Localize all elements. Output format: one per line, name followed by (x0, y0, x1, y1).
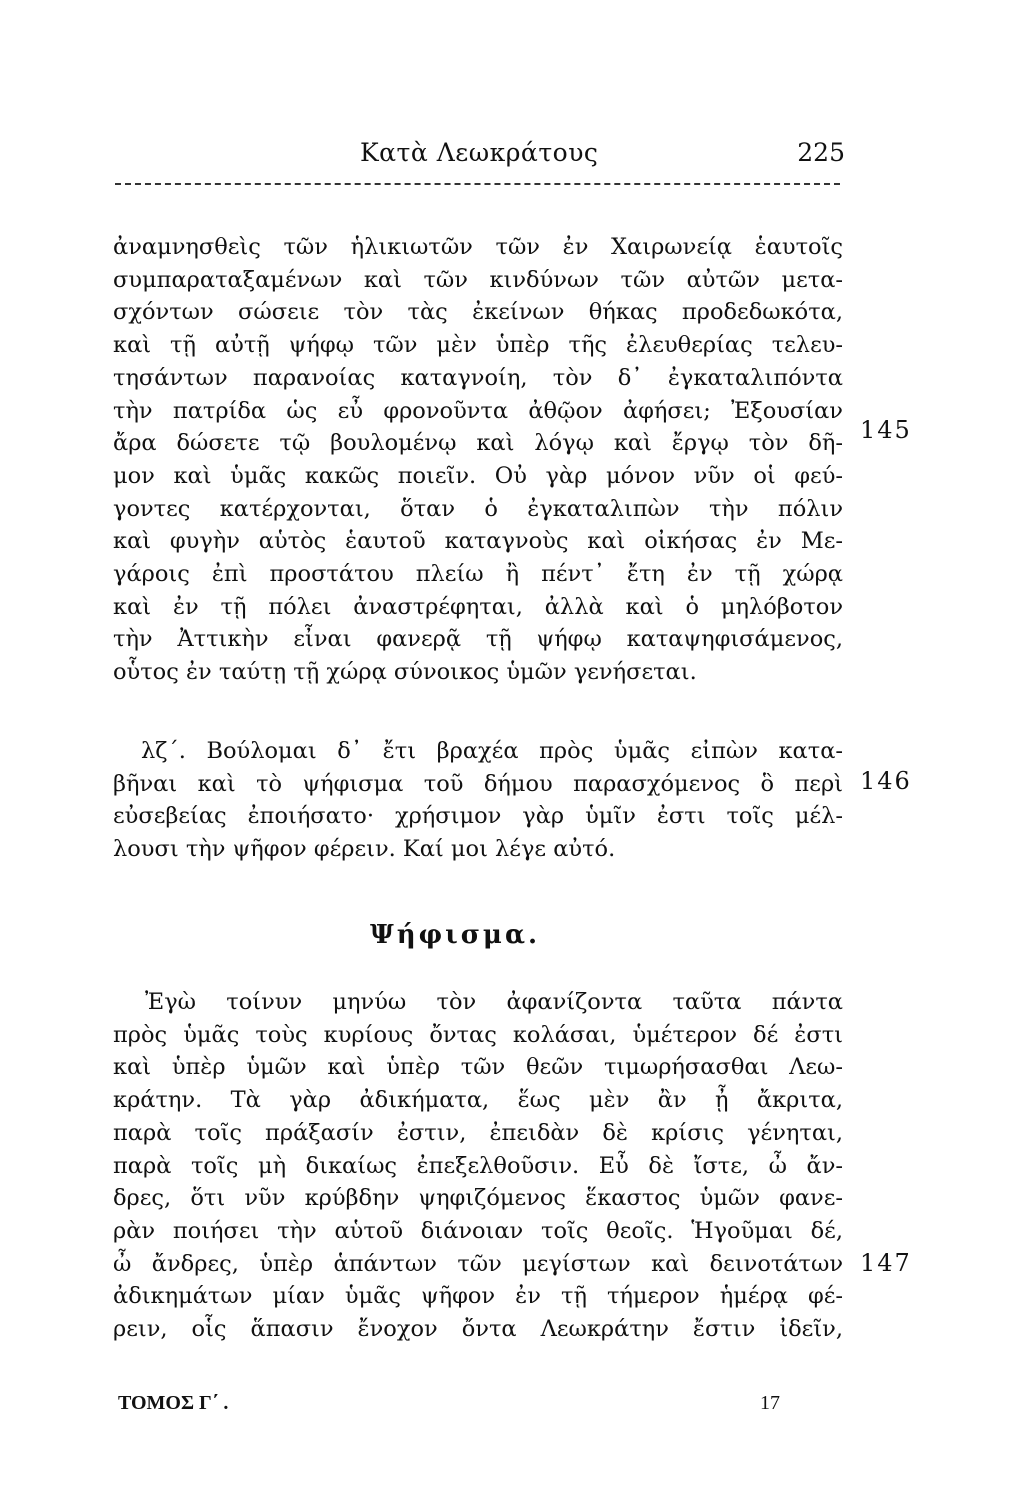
running-title: Κατὰ Λεωκράτους (360, 138, 599, 167)
text-line: ὦ ἄνδρες, ὑπὲρ ἁπάντων τῶν μεγίστων καὶ δεινοτάτων (113, 1250, 843, 1277)
text-line: καὶ ἐν τῇ πόλει ἀναστρέφηται, ἀλλὰ καὶ ὁ μηλόβοτον (113, 593, 843, 620)
text-line: ἀδικημάτων μίαν ὑμᾶς ψῆφον ἐν τῇ τήμερον ἡμέρᾳ φέ- (113, 1283, 843, 1310)
paragraph-2 (113, 735, 843, 866)
text-line: ρειν, οἷς ἅπασιν ἔνοχον ὄντα Λεωκράτην ἔστιν ἰδεῖν, (113, 1316, 843, 1343)
paragraph-3 (113, 986, 843, 1346)
text-line: παρὰ τοῖς μὴ δικαίως ἐπεξελθοῦσιν. Εὖ δὲ ἴστε, ὦ ἄν- (113, 1152, 843, 1179)
page-header (115, 138, 845, 178)
text-line: μον καὶ ὑμᾶς κακῶς ποιεῖν. Οὐ γὰρ μόνον νῦν οἱ φεύ- (113, 462, 843, 489)
margin-section-number: 147 (860, 1249, 912, 1277)
text-line: καὶ φυγὴν αὑτὸς ἑαυτοῦ καταγνοὺς καὶ οἰκήσας ἐν Με- (113, 528, 843, 555)
text-line: γάροις ἐπὶ προστάτου πλείω ἢ πέντ᾽ ἔτη ἐν τῇ χώρᾳ (113, 561, 843, 588)
text-line: σχόντων σώσειε τὸν τὰς ἐκείνων θήκας προδεδωκότα, (113, 299, 843, 326)
text-line: οὗτος ἐν ταύτῃ τῇ χώρᾳ σύνοικος ὑμῶν γενήσεται. (113, 659, 697, 686)
margin-section-number: 146 (860, 767, 912, 795)
text-line: βῆναι καὶ τὸ ψήφισμα τοῦ δήμου παρασχόμενος ὃ περὶ (113, 770, 843, 797)
header-rule (115, 183, 840, 185)
text-line: τὴν Ἀττικὴν εἶναι φανερᾷ τῇ ψήφῳ καταψηφισάμενος, (113, 626, 843, 653)
margin-section-number: 145 (860, 416, 912, 444)
text-line: ἀναμνησθεὶς τῶν ἡλικιωτῶν τῶν ἐν Χαιρωνείᾳ ἑαυτοῖς (113, 234, 843, 260)
gathering-number: 17 (760, 1392, 780, 1414)
volume-signature: ΤΟΜΟΣ Γ΄ . (118, 1392, 229, 1414)
text-line: λουσι τὴν ψῆφον φέρειν. Καί μοι λέγε αὐτό. (113, 836, 616, 863)
paragraph-1 (113, 231, 843, 689)
text-line: συμπαραταξαμένων καὶ τῶν κινδύνων τῶν αὐτῶν μετα- (113, 266, 843, 293)
text-line: καὶ τῇ αὐτῇ ψήφῳ τῶν μὲν ὑπὲρ τῆς ἐλευθερίας τελευ- (113, 332, 843, 359)
text-line: Ἐγὼ τοίνυν μηνύω τὸν ἀφανίζοντα ταῦτα πάντα (145, 989, 843, 1015)
text-line: γοντες κατέρχονται, ὅταν ὁ ἐγκαταλιπὼν τὴν πόλιν (113, 495, 843, 522)
text-line: τησάντων παρανοίας καταγνοίη, τὸν δ᾽ ἐγκαταλιπόντα (113, 364, 843, 391)
text-line: πρὸς ὑμᾶς τοὺς κυρίους ὄντας κολάσαι, ὑμέτερον δέ ἐστι (113, 1021, 843, 1048)
text-line: κράτην. Τὰ γὰρ ἀδικήματα, ἕως μὲν ἂν ᾖ ἄκριτα, (113, 1087, 843, 1114)
text-line: ἄρα δώσετε τῷ βουλομένῳ καὶ λόγῳ καὶ ἔργῳ τὸν δῆ- (113, 430, 843, 457)
text-line: ρὰν ποιήσει τὴν αὑτοῦ διάνοιαν τοῖς θεοῖς. Ἡγοῦμαι δέ, (113, 1217, 843, 1244)
page-number: 225 (797, 138, 845, 167)
text-line: παρὰ τοῖς πράξασίν ἐστιν, ἐπειδὰν δὲ κρίσις γένηται, (113, 1119, 843, 1146)
text-line: καὶ ὑπὲρ ὑμῶν καὶ ὑπὲρ τῶν θεῶν τιμωρήσασθαι Λεω- (113, 1054, 843, 1081)
text-line: δρες, ὅτι νῦν κρύβδην ψηφιζόμενος ἕκαστος ὑμῶν φανε- (113, 1185, 843, 1212)
decree-heading: Ψήφισμα. (370, 920, 541, 950)
text-line: εὐσεβείας ἐποιήσατο· χρήσιμον γὰρ ὑμῖν ἐστι τοῖς μέλ- (113, 803, 843, 830)
text-line: λζ΄. Βούλομαι δ᾽ ἔτι βραχέα πρὸς ὑμᾶς εἰπὼν κατα- (141, 738, 843, 764)
text-line: τὴν πατρίδα ὡς εὖ φρονοῦντα ἀθῷον ἀφήσει; Ἐξουσίαν (113, 397, 843, 424)
